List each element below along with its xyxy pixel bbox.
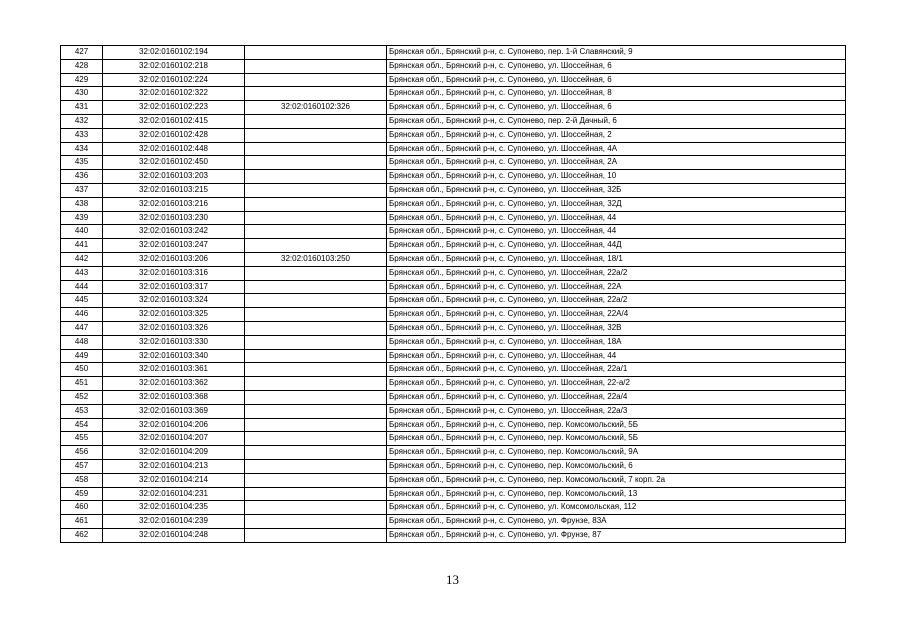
parent-cadastral-cell [245, 294, 387, 308]
row-number-cell: 451 [61, 377, 103, 391]
address-cell: Брянская обл., Брянский р-н, с. Супонево, ул. Шоссейная, 22А/4 [387, 308, 846, 322]
row-number-cell: 462 [61, 528, 103, 542]
address-cell: Брянская обл., Брянский р-н, с. Супонево, ул. Шоссейная, 2 [387, 128, 846, 142]
parent-cadastral-cell [245, 308, 387, 322]
cadastral-table [60, 45, 846, 543]
address-cell: Брянская обл., Брянский р-н, с. Супонево, ул. Шоссейная, 18/1 [387, 252, 846, 266]
address-cell: Брянская обл., Брянский р-н, с. Супонево, пер. Комсомольский, 6 [387, 459, 846, 473]
cadastral-number-cell: 32:02:0160103:325 [103, 308, 245, 322]
cadastral-number-cell: 32:02:0160103:247 [103, 239, 245, 253]
row-number-cell: 440 [61, 225, 103, 239]
cadastral-number-cell: 32:02:0160102:322 [103, 87, 245, 101]
parent-cadastral-cell [245, 197, 387, 211]
row-number-cell: 459 [61, 487, 103, 501]
cadastral-number-cell: 32:02:0160103:324 [103, 294, 245, 308]
address-cell: Брянская обл., Брянский р-н, с. Супонево, пер. Комсомольский, 13 [387, 487, 846, 501]
table-row [61, 225, 846, 239]
row-number-cell: 448 [61, 335, 103, 349]
table-row [61, 197, 846, 211]
parent-cadastral-cell: 32:02:0160102:326 [245, 101, 387, 115]
address-cell: Брянская обл., Брянский р-н, с. Супонево, ул. Шоссейная, 10 [387, 170, 846, 184]
cadastral-number-cell: 32:02:0160103:340 [103, 349, 245, 363]
table-row [61, 266, 846, 280]
address-cell: Брянская обл., Брянский р-н, с. Супонево, пер. Комсомольский, 5Б [387, 418, 846, 432]
address-cell: Брянская обл., Брянский р-н, с. Супонево, пер. 2-й Дачный, 6 [387, 114, 846, 128]
row-number-cell: 458 [61, 473, 103, 487]
address-cell: Брянская обл., Брянский р-н, с. Супонево, ул. Фрунзе, 87 [387, 528, 846, 542]
parent-cadastral-cell [245, 142, 387, 156]
address-cell: Брянская обл., Брянский р-н, с. Супонево, ул. Шоссейная, 22А [387, 280, 846, 294]
row-number-cell: 427 [61, 46, 103, 60]
address-cell: Брянская обл., Брянский р-н, с. Супонево, ул. Шоссейная, 2А [387, 156, 846, 170]
parent-cadastral-cell [245, 211, 387, 225]
address-cell: Брянская обл., Брянский р-н, с. Супонево, ул. Шоссейная, 4А [387, 142, 846, 156]
address-cell: Брянская обл., Брянский р-н, с. Супонево, ул. Шоссейная, 18А [387, 335, 846, 349]
cadastral-number-cell: 32:02:0160104:214 [103, 473, 245, 487]
parent-cadastral-cell [245, 156, 387, 170]
address-cell: Брянская обл., Брянский р-н, с. Супонево, ул. Шоссейная, 6 [387, 101, 846, 115]
parent-cadastral-cell [245, 73, 387, 87]
cadastral-number-cell: 32:02:0160103:361 [103, 363, 245, 377]
row-number-cell: 453 [61, 404, 103, 418]
address-cell: Брянская обл., Брянский р-н, с. Супонево, ул. Шоссейная, 44 [387, 349, 846, 363]
address-cell: Брянская обл., Брянский р-н, с. Супонево, пер. Комсомольский, 7 корп. 2а [387, 473, 846, 487]
table-row [61, 515, 846, 529]
address-cell: Брянская обл., Брянский р-н, с. Супонево, ул. Шоссейная, 44Д [387, 239, 846, 253]
address-cell: Брянская обл., Брянский р-н, с. Супонево, ул. Шоссейная, 8 [387, 87, 846, 101]
row-number-cell: 461 [61, 515, 103, 529]
table-row [61, 73, 846, 87]
row-number-cell: 456 [61, 446, 103, 460]
address-cell: Брянская обл., Брянский р-н, с. Супонево, ул. Шоссейная, 22а/2 [387, 294, 846, 308]
cadastral-number-cell: 32:02:0160103:326 [103, 321, 245, 335]
parent-cadastral-cell [245, 87, 387, 101]
parent-cadastral-cell [245, 418, 387, 432]
parent-cadastral-cell [245, 501, 387, 515]
cadastral-number-cell: 32:02:0160102:450 [103, 156, 245, 170]
table-row [61, 321, 846, 335]
parent-cadastral-cell [245, 473, 387, 487]
address-cell: Брянская обл., Брянский р-н, с. Супонево, ул. Шоссейная, 44 [387, 211, 846, 225]
cadastral-number-cell: 32:02:0160103:242 [103, 225, 245, 239]
cadastral-number-cell: 32:02:0160103:368 [103, 390, 245, 404]
parent-cadastral-cell [245, 114, 387, 128]
row-number-cell: 447 [61, 321, 103, 335]
cadastral-number-cell: 32:02:0160103:330 [103, 335, 245, 349]
table-row [61, 252, 846, 266]
row-number-cell: 430 [61, 87, 103, 101]
table-row [61, 239, 846, 253]
row-number-cell: 460 [61, 501, 103, 515]
page-number: 13 [446, 572, 459, 587]
table-row [61, 59, 846, 73]
parent-cadastral-cell [245, 349, 387, 363]
cadastral-number-cell: 32:02:0160102:194 [103, 46, 245, 60]
parent-cadastral-cell [245, 446, 387, 460]
row-number-cell: 445 [61, 294, 103, 308]
parent-cadastral-cell: 32:02:0160103:250 [245, 252, 387, 266]
row-number-cell: 435 [61, 156, 103, 170]
row-number-cell: 444 [61, 280, 103, 294]
address-cell: Брянская обл., Брянский р-н, с. Супонево, ул. Шоссейная, 6 [387, 73, 846, 87]
cadastral-number-cell: 32:02:0160102:223 [103, 101, 245, 115]
table-row [61, 528, 846, 542]
cadastral-number-cell: 32:02:0160102:415 [103, 114, 245, 128]
table-row [61, 156, 846, 170]
parent-cadastral-cell [245, 363, 387, 377]
row-number-cell: 443 [61, 266, 103, 280]
parent-cadastral-cell [245, 266, 387, 280]
table-row [61, 170, 846, 184]
table-row [61, 114, 846, 128]
parent-cadastral-cell [245, 377, 387, 391]
table-row [61, 183, 846, 197]
parent-cadastral-cell [245, 459, 387, 473]
parent-cadastral-cell [245, 128, 387, 142]
address-cell: Брянская обл., Брянский р-н, с. Супонево, ул. Шоссейная, 22-а/2 [387, 377, 846, 391]
row-number-cell: 438 [61, 197, 103, 211]
address-cell: Брянская обл., Брянский р-н, с. Супонево, ул. Шоссейная, 44 [387, 225, 846, 239]
row-number-cell: 454 [61, 418, 103, 432]
address-cell: Брянская обл., Брянский р-н, с. Супонево, ул. Фрунзе, 83А [387, 515, 846, 529]
row-number-cell: 437 [61, 183, 103, 197]
cadastral-number-cell: 32:02:0160104:207 [103, 432, 245, 446]
table-row [61, 473, 846, 487]
cadastral-number-cell: 32:02:0160104:231 [103, 487, 245, 501]
table-row [61, 101, 846, 115]
parent-cadastral-cell [245, 46, 387, 60]
table-row [61, 294, 846, 308]
cadastral-number-cell: 32:02:0160103:362 [103, 377, 245, 391]
parent-cadastral-cell [245, 183, 387, 197]
table-row [61, 487, 846, 501]
parent-cadastral-cell [245, 404, 387, 418]
row-number-cell: 434 [61, 142, 103, 156]
table-row [61, 280, 846, 294]
parent-cadastral-cell [245, 528, 387, 542]
parent-cadastral-cell [245, 59, 387, 73]
cadastral-number-cell: 32:02:0160102:218 [103, 59, 245, 73]
row-number-cell: 431 [61, 101, 103, 115]
table-row [61, 211, 846, 225]
cadastral-number-cell: 32:02:0160103:230 [103, 211, 245, 225]
address-cell: Брянская обл., Брянский р-н, с. Супонево, ул. Шоссейная, 22а/1 [387, 363, 846, 377]
address-cell: Брянская обл., Брянский р-н, с. Супонево, ул. Шоссейная, 22а/3 [387, 404, 846, 418]
table-row [61, 446, 846, 460]
address-cell: Брянская обл., Брянский р-н, с. Супонево, ул. Шоссейная, 32Б [387, 183, 846, 197]
cadastral-number-cell: 32:02:0160104:209 [103, 446, 245, 460]
row-number-cell: 452 [61, 390, 103, 404]
address-cell: Брянская обл., Брянский р-н, с. Супонево, пер. 1-й Славянский, 9 [387, 46, 846, 60]
table-row [61, 363, 846, 377]
cadastral-number-cell: 32:02:0160103:215 [103, 183, 245, 197]
parent-cadastral-cell [245, 390, 387, 404]
address-cell: Брянская обл., Брянский р-н, с. Супонево, ул. Шоссейная, 32В [387, 321, 846, 335]
table-row [61, 390, 846, 404]
address-cell: Брянская обл., Брянский р-н, с. Супонево, пер. Комсомольский, 5Б [387, 432, 846, 446]
table-row [61, 46, 846, 60]
parent-cadastral-cell [245, 239, 387, 253]
cadastral-number-cell: 32:02:0160104:248 [103, 528, 245, 542]
row-number-cell: 436 [61, 170, 103, 184]
row-number-cell: 450 [61, 363, 103, 377]
cadastral-number-cell: 32:02:0160102:428 [103, 128, 245, 142]
cadastral-number-cell: 32:02:0160104:213 [103, 459, 245, 473]
row-number-cell: 457 [61, 459, 103, 473]
table-row [61, 308, 846, 322]
row-number-cell: 439 [61, 211, 103, 225]
address-cell: Брянская обл., Брянский р-н, с. Супонево, ул. Шоссейная, 22а/4 [387, 390, 846, 404]
cadastral-number-cell: 32:02:0160103:369 [103, 404, 245, 418]
row-number-cell: 441 [61, 239, 103, 253]
table-row [61, 459, 846, 473]
table-row [61, 142, 846, 156]
address-cell: Брянская обл., Брянский р-н, с. Супонево, ул. Комсомольская, 112 [387, 501, 846, 515]
cadastral-number-cell: 32:02:0160104:206 [103, 418, 245, 432]
address-cell: Брянская обл., Брянский р-н, с. Супонево, ул. Шоссейная, 22а/2 [387, 266, 846, 280]
row-number-cell: 433 [61, 128, 103, 142]
cadastral-number-cell: 32:02:0160102:224 [103, 73, 245, 87]
table-row [61, 501, 846, 515]
cadastral-table-body [61, 46, 846, 543]
row-number-cell: 446 [61, 308, 103, 322]
parent-cadastral-cell [245, 515, 387, 529]
cadastral-number-cell: 32:02:0160103:317 [103, 280, 245, 294]
table-row [61, 418, 846, 432]
table-row [61, 404, 846, 418]
parent-cadastral-cell [245, 225, 387, 239]
parent-cadastral-cell [245, 335, 387, 349]
parent-cadastral-cell [245, 321, 387, 335]
address-cell: Брянская обл., Брянский р-н, с. Супонево, ул. Шоссейная, 6 [387, 59, 846, 73]
cadastral-number-cell: 32:02:0160102:448 [103, 142, 245, 156]
row-number-cell: 428 [61, 59, 103, 73]
row-number-cell: 442 [61, 252, 103, 266]
address-cell: Брянская обл., Брянский р-н, с. Супонево, ул. Шоссейная, 32Д [387, 197, 846, 211]
row-number-cell: 429 [61, 73, 103, 87]
address-cell: Брянская обл., Брянский р-н, с. Супонево, пер. Комсомольский, 9А [387, 446, 846, 460]
table-row [61, 335, 846, 349]
cadastral-number-cell: 32:02:0160104:239 [103, 515, 245, 529]
cadastral-number-cell: 32:02:0160103:316 [103, 266, 245, 280]
table-row [61, 349, 846, 363]
row-number-cell: 449 [61, 349, 103, 363]
cadastral-number-cell: 32:02:0160103:203 [103, 170, 245, 184]
row-number-cell: 455 [61, 432, 103, 446]
row-number-cell: 432 [61, 114, 103, 128]
table-row [61, 377, 846, 391]
cadastral-number-cell: 32:02:0160103:216 [103, 197, 245, 211]
cadastral-number-cell: 32:02:0160103:206 [103, 252, 245, 266]
table-row [61, 128, 846, 142]
parent-cadastral-cell [245, 432, 387, 446]
parent-cadastral-cell [245, 487, 387, 501]
cadastral-number-cell: 32:02:0160104:235 [103, 501, 245, 515]
table-row [61, 87, 846, 101]
parent-cadastral-cell [245, 280, 387, 294]
table-row [61, 432, 846, 446]
parent-cadastral-cell [245, 170, 387, 184]
